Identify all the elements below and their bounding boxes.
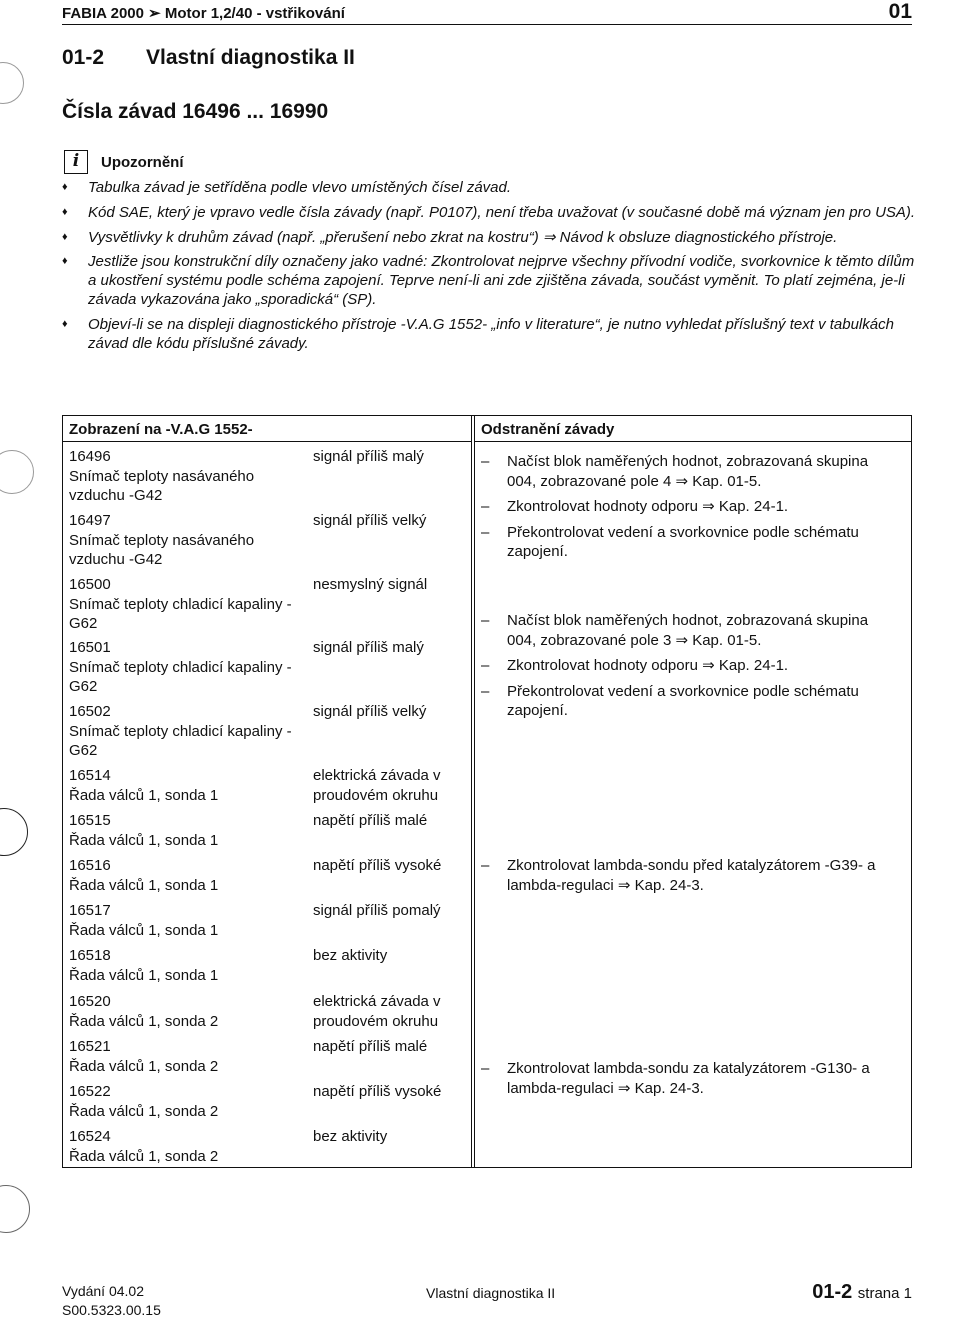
punch-hole-mark [0, 62, 24, 104]
fault-component: Řada válců 1, sonda 2 [69, 1147, 219, 1165]
fault-type: elektrická závada v proudovém okruhu [313, 767, 441, 804]
remedy-group [481, 1059, 901, 1104]
fault-type: napětí příliš malé [313, 812, 428, 829]
fault-code: 16497 [69, 512, 111, 529]
table-row [69, 702, 304, 761]
fault-component: Řada válců 1, sonda 1 [69, 831, 219, 849]
fault-component: Řada válců 1, sonda 2 [69, 1012, 219, 1030]
fault-component: Snímač teploty chladicí kapaliny -G62 [69, 595, 292, 632]
remedy-group [481, 452, 901, 568]
remedy-step: – Překontrolovat vedení a svorkovnice podle schématu zapojení. [481, 523, 901, 562]
fault-code: 16522 [69, 1083, 111, 1100]
remedy-step: – Zkontrolovat lambda-sondu před katalyzátorem -G39- a lambda-regulaci ⇒ Kap. 24-3. [481, 856, 901, 895]
fault-code: 16516 [69, 857, 111, 874]
fault-type: signál příliš velký [313, 703, 427, 720]
fault-component: Řada válců 1, sonda 1 [69, 786, 219, 804]
section-heading [62, 46, 355, 70]
fault-code: 16496 [69, 448, 111, 465]
fault-code: 16515 [69, 812, 111, 829]
table-row [69, 1037, 304, 1076]
fault-code: 16521 [69, 1038, 111, 1055]
column-header-fix: Odstranění závady [481, 421, 615, 438]
fault-component: Snímač teploty nasávaného vzduchu -G42 [69, 467, 255, 504]
fault-code: 16502 [69, 703, 111, 720]
fault-type: bez aktivity [313, 947, 388, 964]
footer-page-code: 01-2 [812, 1281, 853, 1303]
notice-item: ♦ Jestliže jsou konstrukční díly označeny jako vadné: Zkontrolovat nejprve všechny přívodní vodiče, svorkovnice k těmto dílům a ukostření systému podle schéma zapojení. Teprve není-li ani zde zjištěna závada, součást vyměnit. To platí zejména, je-li závada vykazována jako „sporadická“ (SP). [62, 253, 917, 309]
fault-type: signál příliš velký [313, 512, 427, 529]
fault-type: napětí příliš vysoké [313, 1083, 442, 1100]
footer-page [812, 1281, 912, 1304]
fault-component: Snímač teploty nasávaného vzduchu -G42 [69, 531, 255, 568]
remedy-step: – Zkontrolovat hodnoty odporu ⇒ Kap. 24-1. [481, 497, 901, 517]
fault-component: Řada válců 1, sonda 1 [69, 966, 219, 984]
fault-component: Řada válců 1, sonda 1 [69, 921, 219, 939]
table-header-rule [474, 441, 911, 442]
section-title: Vlastní diagnostika II [146, 46, 355, 69]
remedy-group [481, 611, 901, 727]
table-row [69, 447, 304, 506]
fault-component: Řada válců 1, sonda 1 [69, 876, 219, 894]
fault-code: 16518 [69, 947, 111, 964]
footer-center-title: Vlastní diagnostika II [426, 1285, 556, 1301]
fault-type: signál příliš malý [313, 448, 424, 465]
fault-type: signál příliš malý [313, 639, 424, 656]
column-header-display: Zobrazení na -V.A.G 1552- [69, 421, 253, 438]
notice-item: ♦ Objeví-li se na displeji diagnostického přístroje -V.A.G 1552- „info v literature“, je nutno vyhledat příslušný text v tabulkách závad dle kódu příslušné závady. [62, 316, 917, 354]
fault-component: Snímač teploty chladicí kapaliny -G62 [69, 722, 292, 759]
punch-hole-mark [0, 808, 28, 856]
notice-item: ♦ Kód SAE, který je vpravo vedle čísla závady (např. P0107), není třeba uvažovat (v současné době má význam jen pro USA). [62, 204, 917, 223]
notice-item: ♦ Tabulka závad je setříděna podle vlevo umístěných čísel závad. [62, 179, 917, 198]
fault-type: napětí příliš vysoké [313, 857, 442, 874]
section-subtitle: Čísla závad 16496 ... 16990 [62, 100, 329, 123]
fault-type: bez aktivity [313, 1128, 388, 1145]
table-row [69, 511, 304, 570]
footer-edition: Vydání 04.02 [62, 1283, 144, 1299]
fault-type: signál příliš pomalý [313, 902, 441, 919]
table-divider [471, 416, 472, 1167]
notice-list [62, 179, 917, 359]
table-row [69, 856, 304, 895]
remedy-step: – Načíst blok naměřených hodnot, zobrazovaná skupina 004, zobrazované pole 3 ⇒ Kap. 01-5. [481, 611, 901, 650]
fault-code: 16500 [69, 576, 111, 593]
table-row [69, 901, 304, 940]
notice-title: Upozornění [101, 154, 184, 171]
table-row [69, 992, 304, 1031]
info-icon: i [64, 150, 88, 174]
fault-type: nesmyslný signál [313, 576, 428, 593]
footer-doc-id: S00.5323.00.15 [62, 1302, 161, 1318]
fault-type: elektrická závada v proudovém okruhu [313, 993, 441, 1030]
table-row [69, 1082, 304, 1121]
remedy-step: – Zkontrolovat hodnoty odporu ⇒ Kap. 24-1. [481, 656, 901, 676]
punch-hole-mark [0, 450, 34, 494]
table-divider [474, 416, 475, 1167]
table-row [69, 766, 304, 805]
header-title: FABIA 2000 ➢ Motor 1,2/40 - vstřikování [62, 5, 345, 22]
remedy-step: – Překontrolovat vedení a svorkovnice podle schématu zapojení. [481, 682, 901, 721]
fault-code: 16524 [69, 1128, 111, 1145]
footer-page-label: strana 1 [857, 1285, 912, 1302]
remedy-group [481, 856, 901, 901]
fault-type: napětí příliš malé [313, 1038, 428, 1055]
table-row [69, 811, 304, 850]
fault-component: Snímač teploty chladicí kapaliny -G62 [69, 658, 292, 695]
punch-hole-mark [0, 1185, 30, 1233]
header-rule [62, 24, 912, 25]
fault-table [62, 415, 912, 1168]
table-row [69, 638, 304, 697]
fault-component: Řada válců 1, sonda 2 [69, 1102, 219, 1120]
table-row [69, 575, 304, 634]
remedy-step: – Načíst blok naměřených hodnot, zobrazovaná skupina 004, zobrazované pole 4 ⇒ Kap. 01-5. [481, 452, 901, 491]
section-code: 01-2 [62, 46, 105, 69]
table-header-rule [63, 441, 471, 442]
fault-code: 16520 [69, 993, 111, 1010]
notice-item: ♦ Vysvětlivky k druhům závad (např. „přerušení nebo zkrat na kostru“) ⇒ Návod k obsluze diagnostického přístroje. [62, 229, 917, 248]
fault-code: 16514 [69, 767, 111, 784]
header-chapter-number: 01 [888, 0, 912, 23]
fault-code: 16501 [69, 639, 111, 656]
fault-component: Řada válců 1, sonda 2 [69, 1057, 219, 1075]
remedy-step: – Zkontrolovat lambda-sondu za katalyzátorem -G130- a lambda-regulaci ⇒ Kap. 24-3. [481, 1059, 901, 1098]
table-row [69, 1127, 304, 1166]
table-row [69, 946, 304, 985]
fault-code: 16517 [69, 902, 111, 919]
